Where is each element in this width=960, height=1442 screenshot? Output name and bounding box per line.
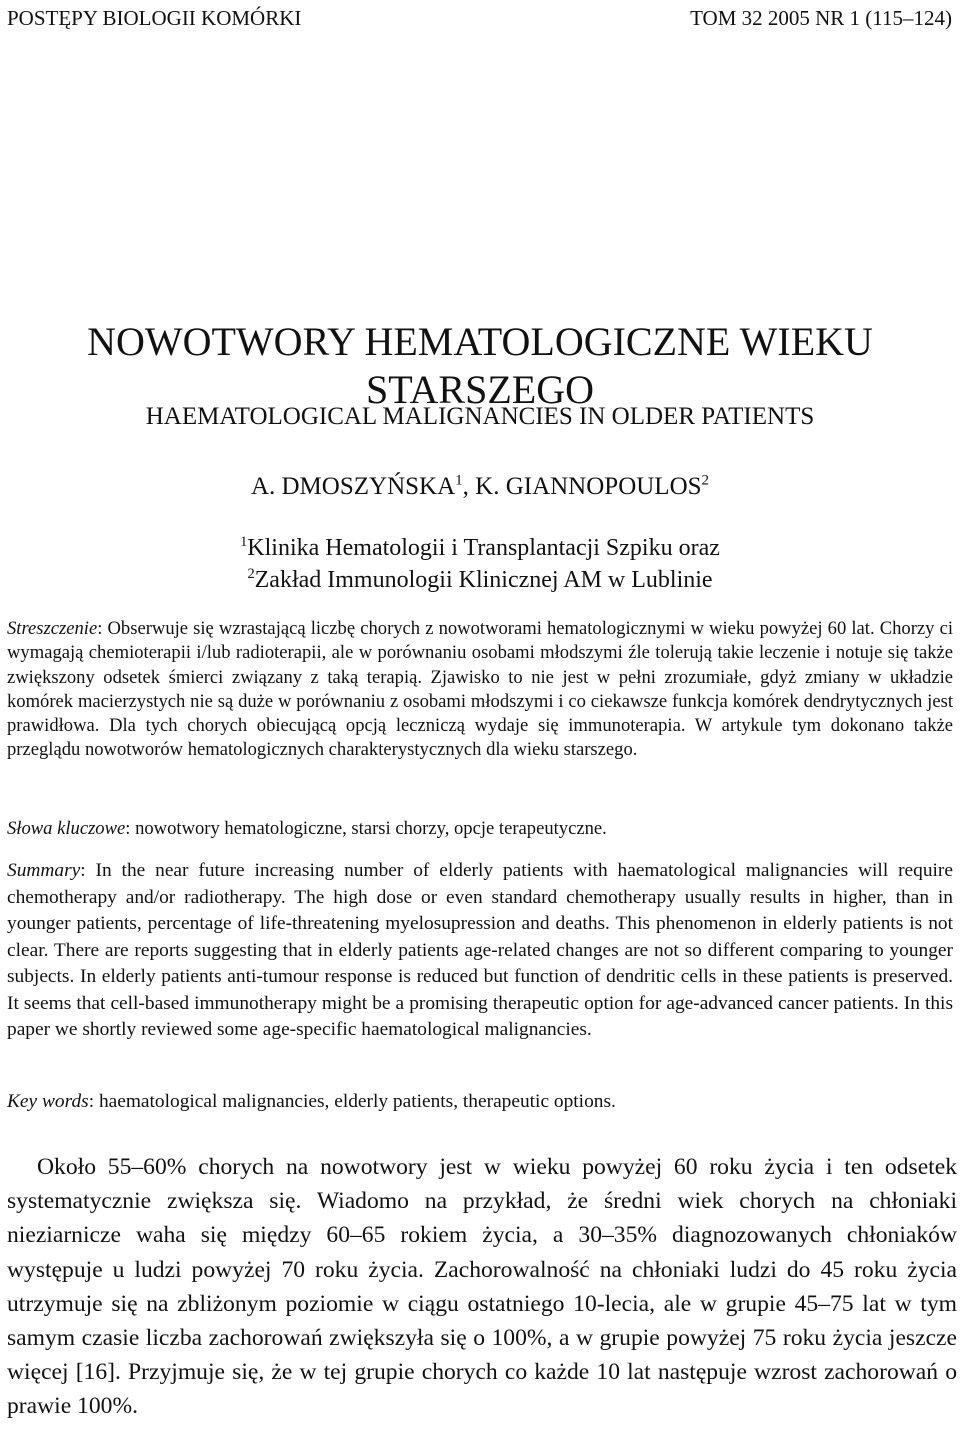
- affiliation-text: Zakład Immunologii Klinicznej AM w Lublinie: [254, 567, 713, 593]
- abstract-text: : Obserwuje się wzrastającą liczbę chorych z nowotworami hematologicznymi w wieku powyżej 60 lat. Chorzy ci wymagają chemioterapii i/lub radioterapii, ale w porównaniu osobami młodszymi źle tolerują takie leczenie i notuje się także zwiększony odsetek śmierci związany z taką terapią. Zjawisko to nie jest w pełni zrozumiałe, gdyż zmiany w układzie komórek macierzystych nie są duże w porównaniu z osobami młodszymi i co ciekawsze funkcja komórek dendrytycznych jest prawidłowa. Dla tych chorych obiecującą opcją leczniczą wydaje się immunoterapia. W artykule tym dokonano także przeglądu nowotworów hematologicznych charakterystycznych dla wieku starszego.: [7, 618, 953, 761]
- summary-english: [7, 858, 953, 1044]
- affiliation-marker: 2: [247, 566, 255, 582]
- article-subtitle: HAEMATOLOGICAL MALIGNANCIES IN OLDER PATIENTS: [145, 403, 815, 430]
- affiliation-marker: 1: [240, 534, 248, 550]
- article-title: NOWOTWORY HEMATOLOGICZNE WIEKU STARSZEGO: [87, 319, 873, 412]
- keywords-text: : haematological malignancies, elderly patients, therapeutic options.: [88, 1091, 616, 1112]
- keywords-english: [7, 1089, 953, 1115]
- affiliation-marker: 2: [701, 472, 710, 489]
- keywords-text: : nowotwory hematologiczne, starsi chorzy, opcje terapeutyczne.: [125, 818, 607, 839]
- affiliation-text: Klinika Hematologii i Transplantacji Szpiku oraz: [247, 535, 720, 561]
- journal-name: POSTĘPY BIOLOGII KOMÓRKI: [7, 6, 302, 30]
- summary-label: Summary: [7, 860, 81, 881]
- running-header: [7, 5, 952, 31]
- affiliation: [0, 533, 960, 563]
- author-separator: ,: [462, 473, 476, 500]
- author-line: [0, 470, 960, 504]
- author-name: K. GIANNOPOULOS: [475, 473, 702, 500]
- affiliation: [0, 565, 960, 595]
- issue-info: TOM 32 2005 NR 1 (115–124): [690, 6, 952, 30]
- summary-text: : In the near future increasing number of elderly patients with haematological malignancies will require chemotherapy and/or radiotherapy. The high dose or even standard chemotherapy usually results in higher, than in younger patients, percentage of life-threatening myelosupression and deaths. This phenomenon in elderly patients is not clear. There are reports suggesting that in elderly patients age-related changes are not so different comparing to younger subjects. In elderly patients anti-tumour response is reduced but function of dendritic cells in these patients is preserved. It seems that cell-based immunotherapy might be a promising therapeutic option for age-advanced cancer patients. In this paper we shortly reviewed some age-specific haematological malignancies.: [7, 860, 953, 1040]
- abstract-polish: [7, 617, 953, 763]
- keywords-label: Key words: [7, 1091, 89, 1112]
- affiliation-marker: 1: [455, 472, 463, 489]
- body-paragraph: Około 55–60% chorych na nowotwory jest w wieku powyżej 60 roku życia i ten odsetek systematycznie zwiększa się. Wiadomo na przykład, że średni wiek chorych na chłoniaki nieziarnicze waha się między 60–65 rokiem życia, a 30–35% diagnozowanych chłoniaków występuje u ludzi powyżej 70 roku życia. Zachorowalność na chłoniaki ludzi do 45 roku życia utrzymuje się na zbliżonym poziomie w ciągu ostatniego 10-lecia, ale w grupie 45–75 lat w tym samym czasie liczba zachorowań zwiększyła się o 100%, a w grupie powyżej 75 roku życia jeszcze więcej [16]. Przyjmuje się, że w tej grupie chorych co każde 10 lat następuje wzrost zachorowań o prawie 100%.: [7, 1154, 957, 1420]
- author-name: A. DMOSZYŃSKA: [250, 473, 456, 500]
- keywords-polish: [7, 816, 953, 842]
- abstract-label: Streszczenie: [7, 618, 98, 639]
- keywords-label: Słowa kluczowe: [7, 818, 126, 839]
